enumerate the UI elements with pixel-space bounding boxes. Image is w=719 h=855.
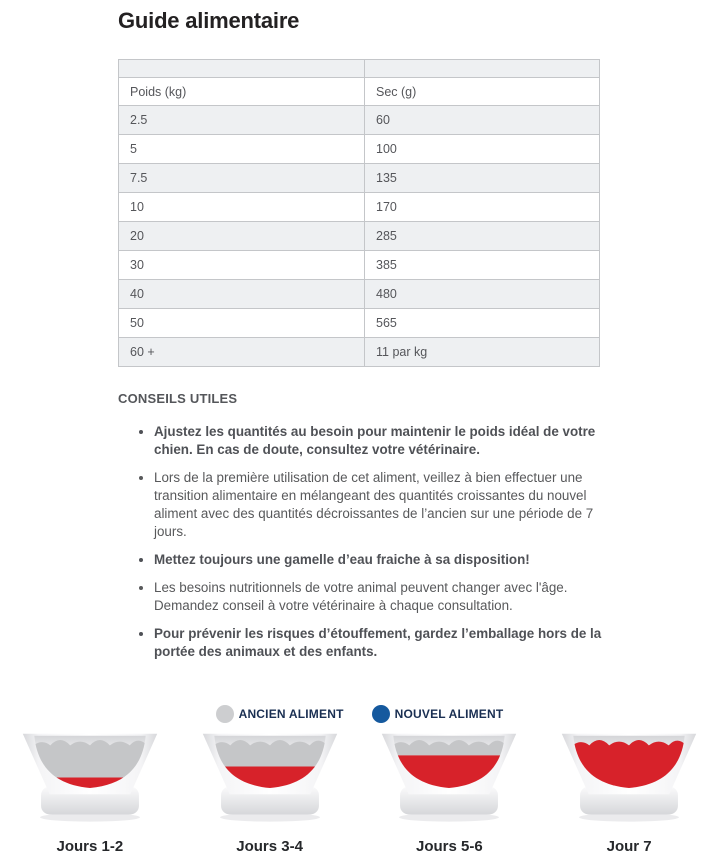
table-cell: 385 [365,251,600,280]
table-cell: 135 [365,164,600,193]
bowl-illustration [9,729,171,825]
table-cell: 100 [365,135,600,164]
table-row [119,280,600,309]
legend-item-ancien-aliment [216,705,344,723]
table-spacer-row [119,60,600,78]
table-cell: 480 [365,280,600,309]
transition-day [360,729,540,855]
table-cell: 170 [365,193,600,222]
table-row [119,164,600,193]
nouvel-aliment-swatch-icon [372,705,390,723]
table-row [119,338,600,367]
legend-label-nouvel: NOUVEL ALIMENT [394,707,504,721]
ancien-aliment-swatch-icon [216,705,234,723]
bowl-illustration [548,729,710,825]
tips-heading: CONSEILS UTILES [118,391,238,406]
table-row [119,135,600,164]
legend-item-nouvel-aliment [372,705,504,723]
column-header: Sec (g) [365,78,600,106]
transition-day [180,729,360,855]
table-cell: 40 [119,280,365,309]
table-cell: 7.5 [119,164,365,193]
table-cell: 20 [119,222,365,251]
tips-list [118,423,602,661]
tip-item: • Pour prévenir les risques d’étouffement, gardez l’emballage hors de la portée des animaux et des enfants. [154,625,602,661]
table-row [119,309,600,338]
tip-item: • Les besoins nutritionnels de votre animal peuvent changer avec l'âge. Demandez conseil à votre vétérinaire à chaque consultation. [154,579,602,615]
page-title: Guide alimentaire [118,8,300,33]
table-cell: 60 + [119,338,365,367]
table-cell: 10 [119,193,365,222]
table-row [119,222,600,251]
transition-day [0,729,180,855]
legend-label-ancien: ANCIEN ALIMENT [238,707,344,721]
table-cell: 285 [365,222,600,251]
table-row [119,193,600,222]
table-cell: 2.5 [119,106,365,135]
table-cell: 11 par kg [365,338,600,367]
main-content [118,8,602,661]
bowl-label: Jour 7 [606,838,652,855]
table-header-row [119,78,600,106]
table-cell: 60 [365,106,600,135]
table-row [119,251,600,280]
table-cell: 5 [119,135,365,164]
transition-day [539,729,719,855]
table-cell: 50 [119,309,365,338]
legend [0,705,719,723]
column-header: Poids (kg) [119,78,365,106]
bowl-illustration [189,729,351,825]
bowl-label: Jours 5-6 [416,838,483,855]
bowl-illustration [368,729,530,825]
bowl-label: Jours 1-2 [56,838,124,855]
tip-item: • Mettez toujours une gamelle d’eau fraiche à sa disposition! [154,551,602,569]
table-cell: 30 [119,251,365,280]
feeding-guide-table [118,59,600,367]
table-cell: 565 [365,309,600,338]
table-row [119,106,600,135]
bowl-label: Jours 3-4 [236,838,303,855]
tip-item: • Ajustez les quantités au besoin pour maintenir le poids idéal de votre chien. En cas de doute, consultez votre vétérinaire. [154,423,602,459]
transition-bowls-row [0,729,719,855]
tip-item: • Lors de la première utilisation de cet aliment, veillez à bien effectuer une transition alimentaire en mélangeant des quantités croissantes du nouvel aliment avec des quantités décroissantes de l’ancien sur une période de 7 jours. [154,469,602,541]
